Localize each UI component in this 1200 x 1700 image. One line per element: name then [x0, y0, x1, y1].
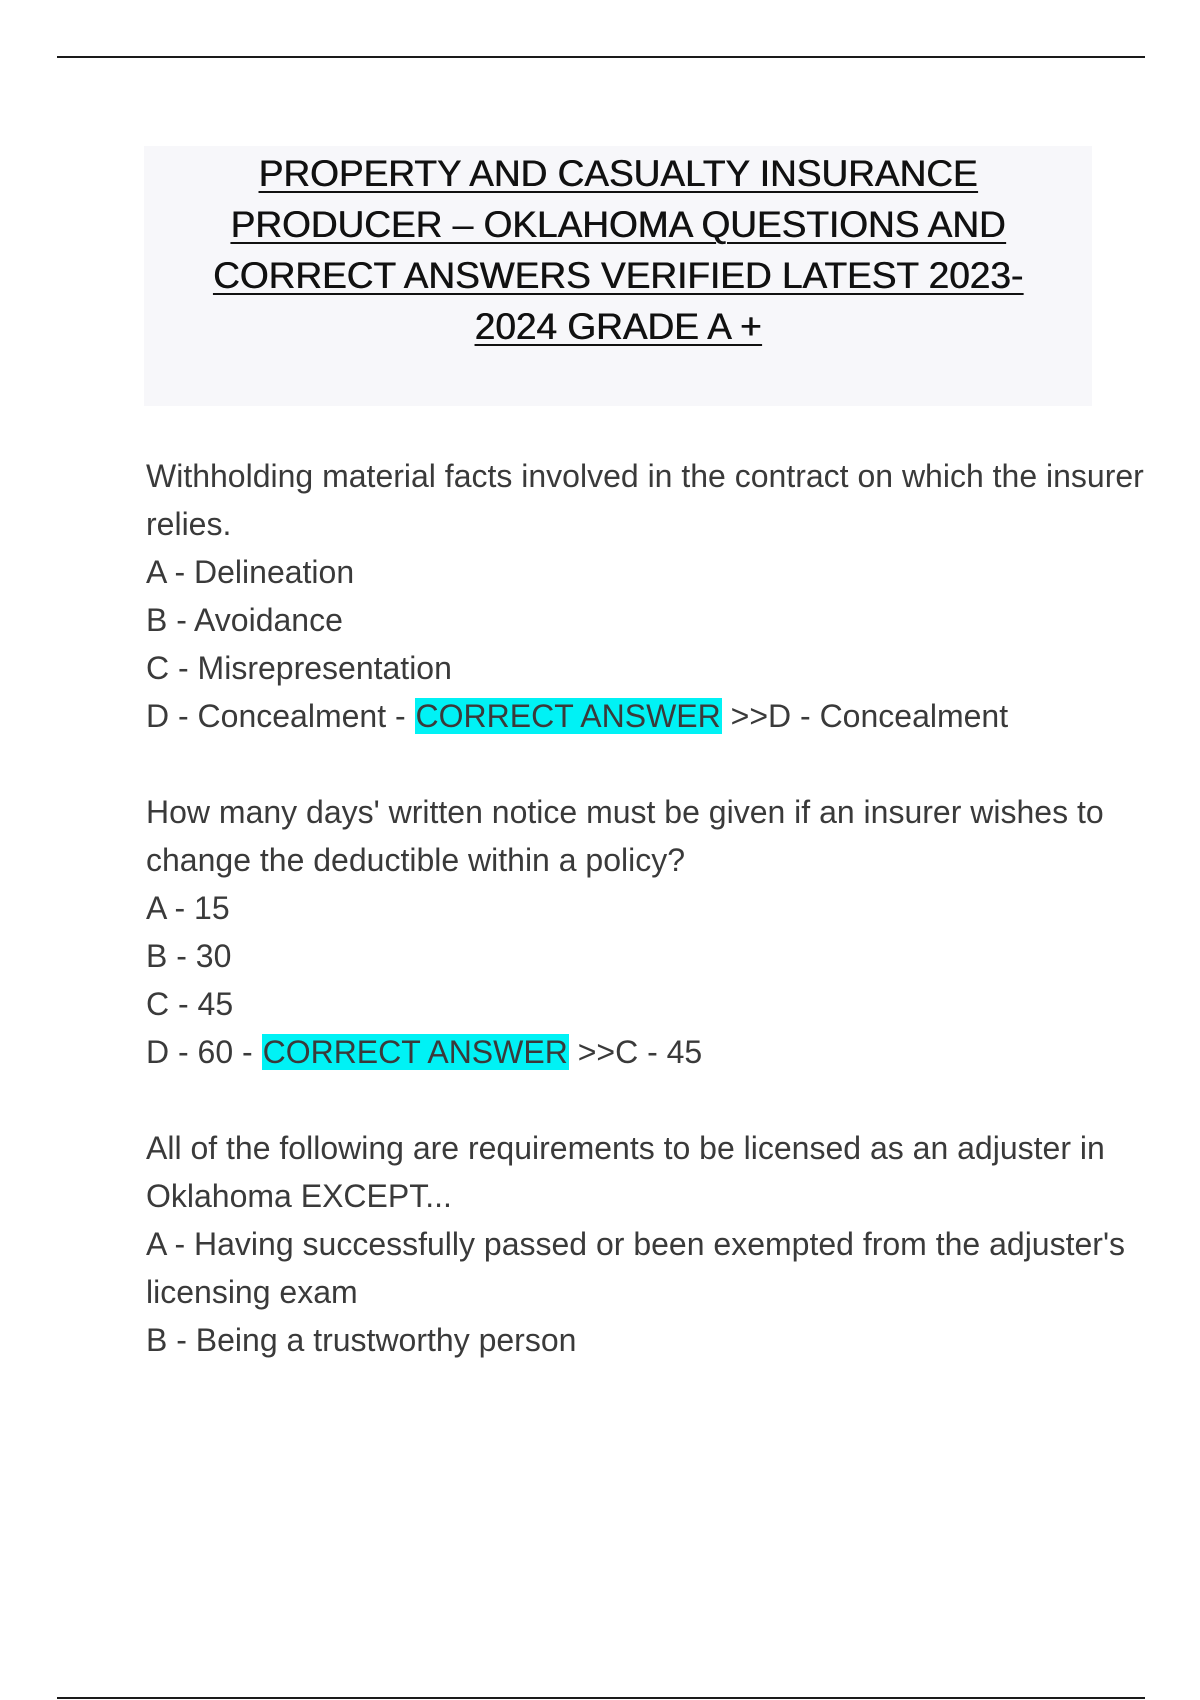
answer-option: C - 45: [146, 986, 234, 1022]
answer-option-with-key: [146, 692, 1146, 740]
answer-option-with-key: [146, 1028, 1146, 1076]
question-1: [146, 452, 1146, 740]
question-list: [146, 452, 1146, 1412]
answer-option: C - Misrepresentation: [146, 650, 452, 686]
answer-option: A - Delineation: [146, 554, 355, 590]
title-line: CORRECT ANSWERS VERIFIED LATEST 2023-: [212, 255, 1024, 296]
title-line: PROPERTY AND CASUALTY INSURANCE: [258, 153, 978, 194]
bottom-rule: [57, 1697, 1145, 1699]
answer-option-text: D - 60 -: [146, 1034, 262, 1070]
question-stem: All of the following are requirements to be licensed as an adjuster in Oklahoma EXCEPT...: [146, 1130, 1105, 1214]
correct-answer-text: >>C - 45: [568, 1034, 703, 1070]
correct-answer-text: >>D - Concealment: [721, 698, 1009, 734]
document-title: [144, 146, 1092, 352]
title-line: PRODUCER – OKLAHOMA QUESTIONS AND: [230, 204, 1006, 245]
top-rule: [57, 56, 1145, 58]
title-box: [144, 146, 1092, 406]
question-2: [146, 788, 1146, 1076]
answer-option: B - Being a trustworthy person: [146, 1322, 577, 1358]
question-3: [146, 1124, 1146, 1364]
answer-option: B - 30: [146, 938, 232, 974]
correct-answer-highlight: CORRECT ANSWER: [415, 698, 721, 734]
question-stem: Withholding material facts involved in the contract on which the insurer relies.: [146, 458, 1144, 542]
answer-option: A - Having successfully passed or been exempted from the adjuster's licensing exam: [146, 1226, 1126, 1310]
answer-option: B - Avoidance: [146, 602, 343, 638]
correct-answer-highlight: CORRECT ANSWER: [262, 1034, 568, 1070]
answer-option: A - 15: [146, 890, 230, 926]
question-stem: How many days' written notice must be given if an insurer wishes to change the deductible within a policy?: [146, 794, 1104, 878]
title-line: 2024 GRADE A +: [474, 306, 762, 347]
answer-option-text: D - Concealment -: [146, 698, 415, 734]
